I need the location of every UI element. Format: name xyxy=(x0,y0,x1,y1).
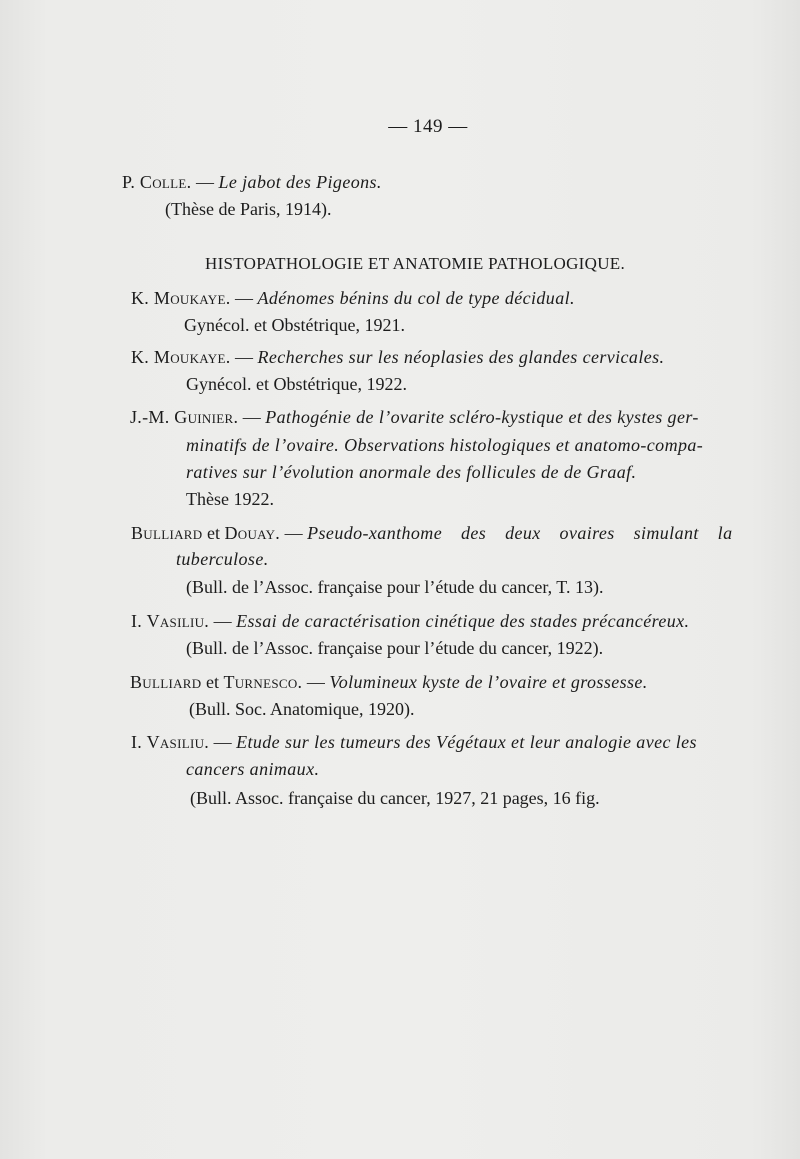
bibliography-entry-title-line xyxy=(130,406,699,428)
bibliography-entry-title-line xyxy=(131,287,575,309)
entry-conjunction: et xyxy=(201,672,224,692)
bibliography-entry-title-line xyxy=(131,731,697,753)
entry-separator: — xyxy=(230,288,258,308)
entry-separator: — xyxy=(280,523,308,543)
entry-author: K. Moukaye. xyxy=(131,347,231,367)
entry-title-continuation: cancers animaux. xyxy=(186,759,320,779)
bibliography-entry-title-line xyxy=(122,171,382,193)
entry-title: Volumineux kyste de l’ovaire et grossesse. xyxy=(329,672,648,692)
entry-source: (Thèse de Paris, 1914). xyxy=(165,199,332,219)
entry-source: Gynécol. et Obstétrique, 1921. xyxy=(184,315,405,335)
entry-source: Gynécol. et Obstétrique, 1922. xyxy=(186,374,407,394)
entry-separator: — xyxy=(238,407,266,427)
entry-separator: — xyxy=(230,347,258,367)
entry-source: (Bull. Assoc. française du cancer, 1927, 21 pages, 16 fig. xyxy=(190,788,600,808)
entry-source: (Bull. Soc. Anatomique, 1920). xyxy=(189,699,415,719)
entry-separator: — xyxy=(302,672,330,692)
entry-source: (Bull. de l’Assoc. française pour l’étude du cancer, T. 13). xyxy=(186,577,604,597)
entry-author: Douay. xyxy=(224,523,281,543)
entry-title: Recherches sur les néoplasies des glandes cervicales. xyxy=(257,347,665,367)
entry-source: (Bull. de l’Assoc. française pour l’étude du cancer, 1922). xyxy=(186,638,604,658)
page-number: — 149 — xyxy=(388,116,468,137)
entry-title: Essai de caractérisation cinétique des stades précancéreux. xyxy=(236,611,690,631)
bibliography-entry-title-line xyxy=(131,610,689,632)
entry-author: I. Vasiliu. xyxy=(131,732,210,752)
entry-title-continuation: minatifs de l’ovaire. Observations histologiques et anatomo-compa- xyxy=(186,435,704,455)
bibliography-entry-title-line xyxy=(131,522,733,544)
entry-author: Turnesco. xyxy=(223,672,303,692)
entry-author: K. Moukaye. xyxy=(131,288,231,308)
entry-title-continuation: tuberculose. xyxy=(176,549,269,569)
entry-author: Bulliard xyxy=(131,523,203,543)
entry-title: Etude sur les tumeurs des Végétaux et leur analogie avec les xyxy=(236,732,697,752)
entry-separator: — xyxy=(209,611,237,631)
entry-title: Pathogénie de l’ovarite scléro-kystique et des kystes ger- xyxy=(265,407,699,427)
bibliography-entry-title-line xyxy=(131,346,664,368)
entry-source: Thèse 1922. xyxy=(186,489,274,509)
entry-separator: — xyxy=(209,732,237,752)
entry-title-continuation: ratives sur l’évolution anormale des follicules de de Graaf. xyxy=(186,462,637,482)
entry-separator: — xyxy=(191,172,219,192)
entry-conjunction: et xyxy=(202,523,225,543)
entry-title: Adénomes bénins du col de type décidual. xyxy=(257,288,575,308)
entry-author: I. Vasiliu. xyxy=(131,611,210,631)
bibliography-entry-title-line xyxy=(130,671,648,693)
entry-title: Le jabot des Pigeons. xyxy=(218,172,382,192)
entry-title: Pseudo-xanthome des deux ovaires simulant la xyxy=(307,523,733,543)
section-heading: HISTOPATHOLOGIE ET ANATOMIE PATHOLOGIQUE. xyxy=(205,254,626,273)
entry-author: Bulliard xyxy=(130,672,202,692)
entry-author: J.-M. Guinier. xyxy=(130,407,239,427)
entry-author: P. Colle. xyxy=(122,172,192,192)
